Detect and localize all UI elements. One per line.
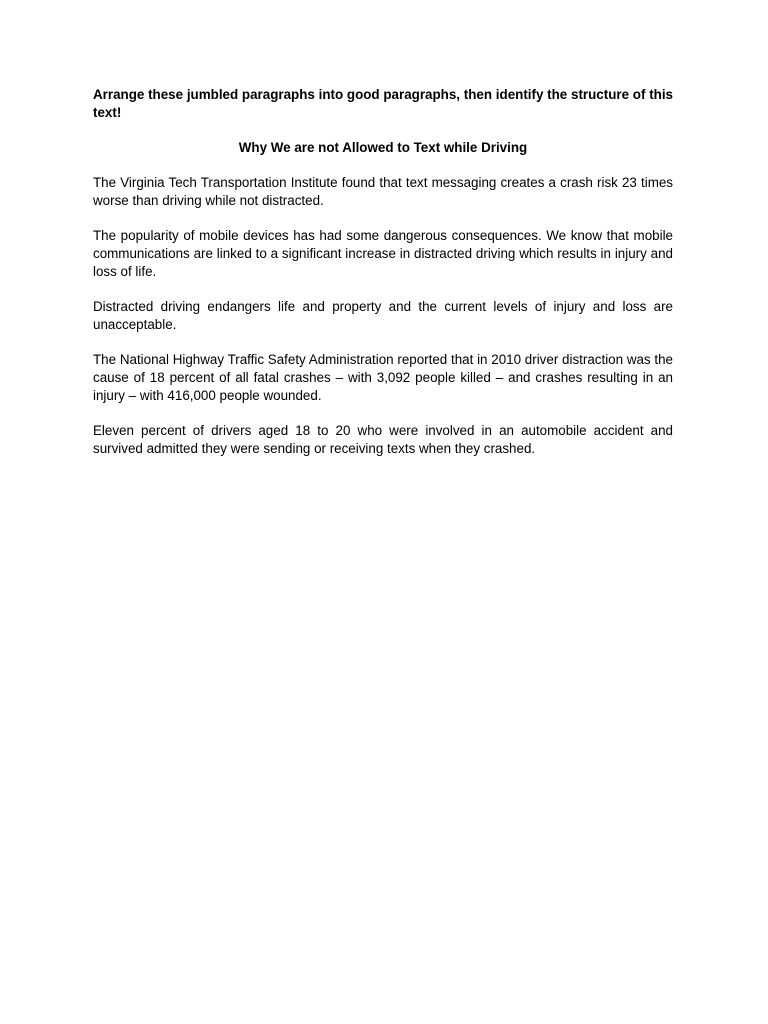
paragraph-5: Eleven percent of drivers aged 18 to 20 who were involved in an automobile accident and survived admitted they were sending or receiving texts when they crashed. — [93, 423, 673, 457]
paragraph-4: The National Highway Traffic Safety Administration reported that in 2010 driver distraction was the cause of 18 percent of all fatal crashes – with 3,092 people killed – and crashes resulting in an injury – with 416,000 people wounded. — [93, 352, 673, 404]
document-title: Why We are not Allowed to Text while Driving — [238, 140, 528, 156]
paragraph-1: The Virginia Tech Transportation Institute found that text messaging creates a crash risk 23 times worse than driving while not distracted. — [93, 175, 673, 209]
document-page — [93, 86, 673, 475]
paragraph-3: Distracted driving endangers life and property and the current levels of injury and loss are unacceptable. — [93, 299, 673, 333]
instruction-text: Arrange these jumbled paragraphs into good paragraphs, then identify the structure of this text! — [93, 87, 673, 120]
paragraph-2: The popularity of mobile devices has had some dangerous consequences. We know that mobile communications are linked to a significant increase in distracted driving which results in injury and loss of life. — [93, 228, 673, 280]
